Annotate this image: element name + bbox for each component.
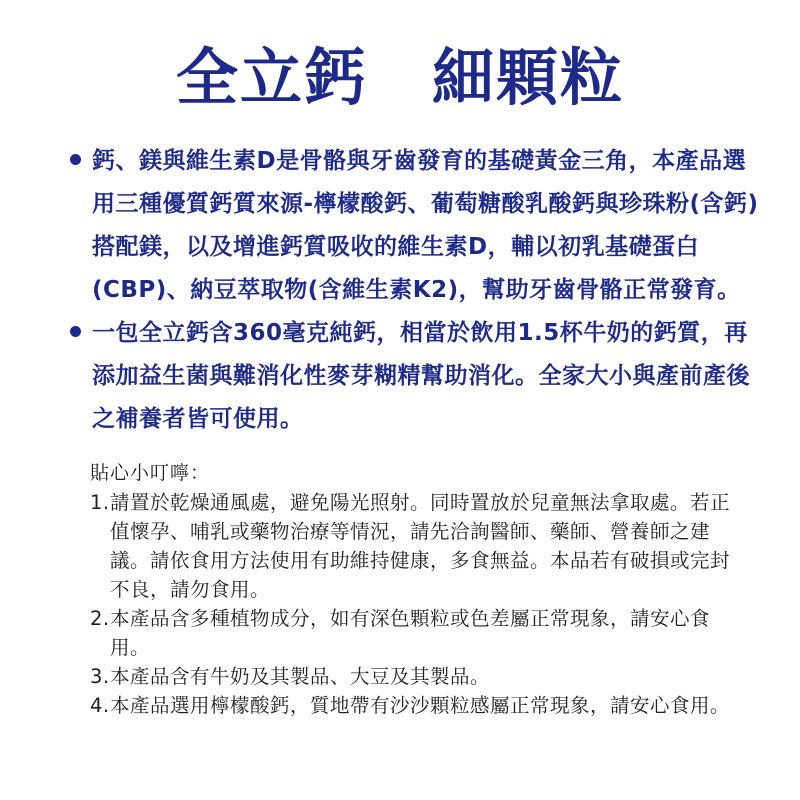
reminder-text: 本產品含多種植物成分，如有深色顆粒或色差屬正常現象，請安心食用。	[110, 607, 711, 659]
reminder-text: 本產品選用檸檬酸鈣，質地帶有沙沙顆粒感屬正常現象，請安心食用。	[110, 694, 731, 717]
reminder-item	[90, 604, 730, 662]
reminder-number: 3.	[90, 665, 110, 688]
reminder-number: 4.	[90, 694, 110, 717]
reminder-heading: 貼心小叮嚀：	[90, 462, 211, 484]
reminder-item	[90, 662, 730, 691]
bullet-dot-icon	[70, 154, 81, 165]
reminder-number: 1.	[90, 491, 110, 514]
feature-text: 一包全立鈣含360毫克純鈣，相當於飲用1.5杯牛奶的鈣質，再添加益生菌與難消化性麥芽糊精幫助消化。全家大小與產前產後之補養者皆可使用。	[92, 320, 750, 432]
feature-item	[70, 140, 760, 312]
feature-list	[70, 140, 760, 441]
reminder-section	[90, 458, 730, 720]
bullet-dot-icon	[70, 326, 81, 337]
feature-item	[70, 312, 760, 441]
reminder-item	[90, 691, 730, 720]
reminder-text: 本產品含有牛奶及其製品、大豆及其製品。	[110, 665, 491, 688]
feature-text: 鈣、鎂與維生素D是骨骼與牙齒發育的基礎黃金三角，本產品選用三種優質鈣質來源-檸檬酸鈣、葡萄糖酸乳酸鈣與珍珠粉(含鈣)搭配鎂，以及增進鈣質吸收的維生素D，輔以初乳基礎蛋白(CBP)、納豆萃取物(含維生素K2)，幫助牙齒骨骼正常發育。	[92, 148, 759, 303]
reminder-number: 2.	[90, 607, 110, 630]
reminder-item	[90, 488, 730, 604]
reminder-text: 請置於乾燥通風處，避免陽光照射。同時置放於兒童無法拿取處。若正值懷孕、哺乳或藥物治療等情況，請先洽詢醫師、藥師、營養師之建議。請依食用方法使用有助維持健康，多食無益。本品若有破損或完封不良，請勿食用。	[110, 491, 731, 601]
page-title: 全立鈣 細顆粒	[175, 41, 624, 114]
